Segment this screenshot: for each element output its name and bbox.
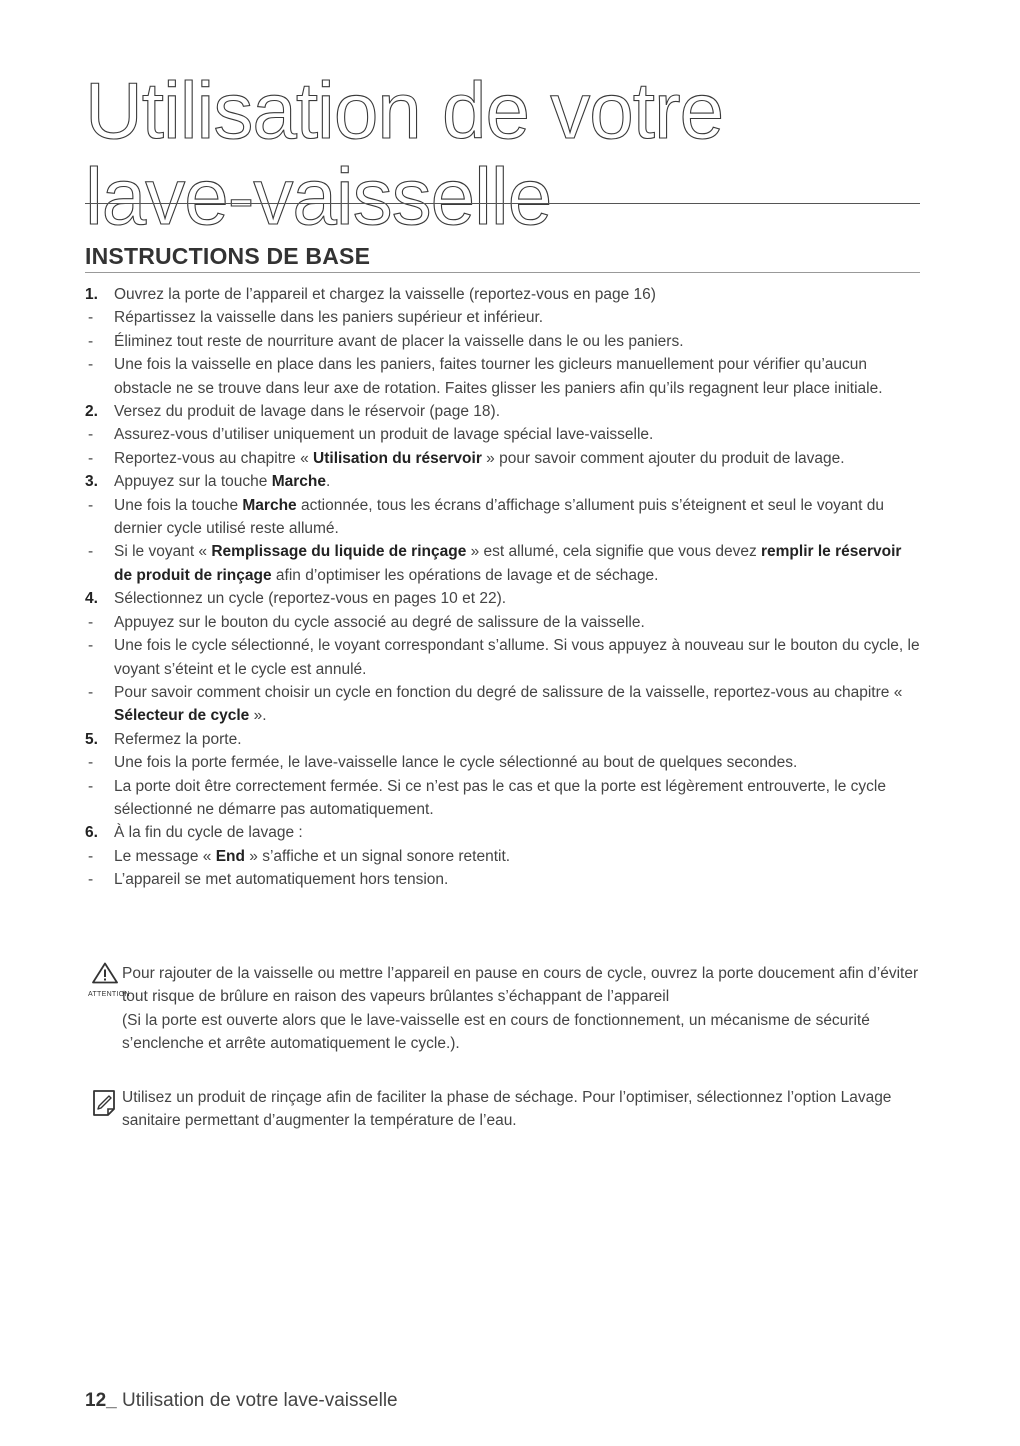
attention-text: Pour rajouter de la vaisselle ou mettre l’appareil en pause en cours de cycle, ouvrez la porte doucement afin d’éviter tout risque de brûlure en raison des vapeurs brûlantes s’échappant de l’appareil (122, 965, 919, 1006)
chapter-reference: Utilisation du réservoir (313, 449, 482, 467)
footer-title: Utilisation de votre lave-vaisselle (116, 1390, 398, 1411)
list-item: - Pour savoir comment choisir un cycle en fonction du degré de salissure de la vaisselle, reportez-vous au chapitre « Sélecteur de cycle ». (88, 683, 903, 725)
attention-subtext: (Si la porte est ouverte alors que le lave-vaisselle est en cours de fonctionnement, un mécanisme de sécurité s’enclenche et arrête automatiquement le cycle.). (122, 1011, 870, 1053)
step-number: 3. (85, 473, 98, 491)
button-name: Marche (271, 473, 326, 491)
list-item: - Une fois la touche Marche actionnée, tous les écrans d’affichage s’allument puis s’éteignent et seul le voyant du dernier cycle utilisé reste allumé. (88, 496, 885, 538)
list-item: - Répartissez la vaisselle dans les paniers supérieur et inférieur. (88, 309, 544, 327)
step-text: Sélectionnez un cycle (reportez-vous en pages 10 et 22). (114, 590, 507, 608)
step-3: 3. Appuyez sur la touche Marche. (85, 470, 920, 493)
title-divider (85, 203, 920, 204)
note-icon (91, 1089, 117, 1124)
list-item: - Si le voyant « Remplissage du liquide de rinçage » est allumé, cela signifie que vous devez remplir le réservoir de produit de rinçage afin d’optimiser les opérations de lavage et de séchage. (88, 543, 902, 584)
list-item: - Une fois la vaisselle en place dans les paniers, faites tourner les gicleurs manuellement pour vérifier qu’aucun obstacle ne se trouve dans leur axe de rotation. Faites glisser les paniers afin qu’ils regagnent leur place initiale. (88, 356, 883, 397)
step-number: 2. (85, 403, 98, 421)
warning-icon (88, 962, 130, 1006)
attention-notice (85, 962, 920, 1056)
step-number: 4. (85, 590, 98, 608)
section-divider (85, 272, 920, 273)
step-number: 5. (85, 730, 98, 748)
list-item: - Appuyez sur le bouton du cycle associé au degré de salissure de la vaisselle. (88, 613, 645, 631)
step-6 (85, 821, 920, 844)
list-item: - Une fois le cycle sélectionné, le voyant correspondant s’allume. Si vous appuyez à nouveau sur le bouton du cycle, le voyant s’éteint et le cycle est annulé. (88, 637, 920, 678)
step-text: À la fin du cycle de lavage : (114, 824, 303, 842)
page-number: 12_ (85, 1390, 117, 1411)
note-notice (85, 1086, 920, 1133)
step-1 (85, 283, 920, 306)
step-4 (85, 587, 920, 610)
step-text: Ouvrez la porte de l’appareil et chargez la vaisselle (reportez-vous en page 16) (114, 286, 656, 303)
page-title-line1: Utilisation de votre (85, 66, 724, 155)
page-title-line2: lave-vaisselle (85, 152, 552, 241)
step-2 (85, 400, 920, 423)
page-title (85, 68, 935, 240)
step-number: 1. (85, 286, 98, 303)
list-item: - Une fois la porte fermée, le lave-vaisselle lance le cycle sélectionné au bout de quelques secondes. (88, 754, 798, 772)
attention-label: ATTENTION (88, 991, 130, 998)
page-footer (85, 1390, 398, 1412)
list-item: - L’appareil se met automatiquement hors tension. (88, 871, 449, 889)
note-text: Utilisez un produit de rinçage afin de faciliter la phase de séchage. Pour l’optimiser, sélectionnez l’option Lavage sanitaire permettant d’augmenter la température de l’eau. (122, 1089, 892, 1130)
instructions-list (85, 283, 920, 892)
step-5 (85, 728, 920, 751)
chapter-reference: Sélecteur de cycle (114, 707, 250, 725)
list-item: - Le message « End » s’affiche et un signal sonore retentit. (88, 847, 511, 865)
display-message: End (215, 847, 245, 865)
list-item: - La porte doit être correctement fermée. Si ce n’est pas le cas et que la porte est légèrement entrouverte, le cycle sélectionné ne démarre pas automatiquement. (88, 777, 886, 818)
list-item: - Reportez-vous au chapitre « Utilisation du réservoir » pour savoir comment ajouter du produit de lavage. (88, 449, 845, 467)
step-text: Versez du produit de lavage dans le réservoir (page 18). (114, 403, 501, 421)
list-item: - Assurez-vous d’utiliser uniquement un produit de lavage spécial lave-vaisselle. (88, 426, 654, 444)
list-item: - Éliminez tout reste de nourriture avant de placer la vaisselle dans le ou les paniers. (88, 332, 684, 350)
section-heading: INSTRUCTIONS DE BASE (85, 243, 371, 269)
step-number: 6. (85, 824, 98, 842)
step-text: Refermez la porte. (114, 730, 242, 748)
